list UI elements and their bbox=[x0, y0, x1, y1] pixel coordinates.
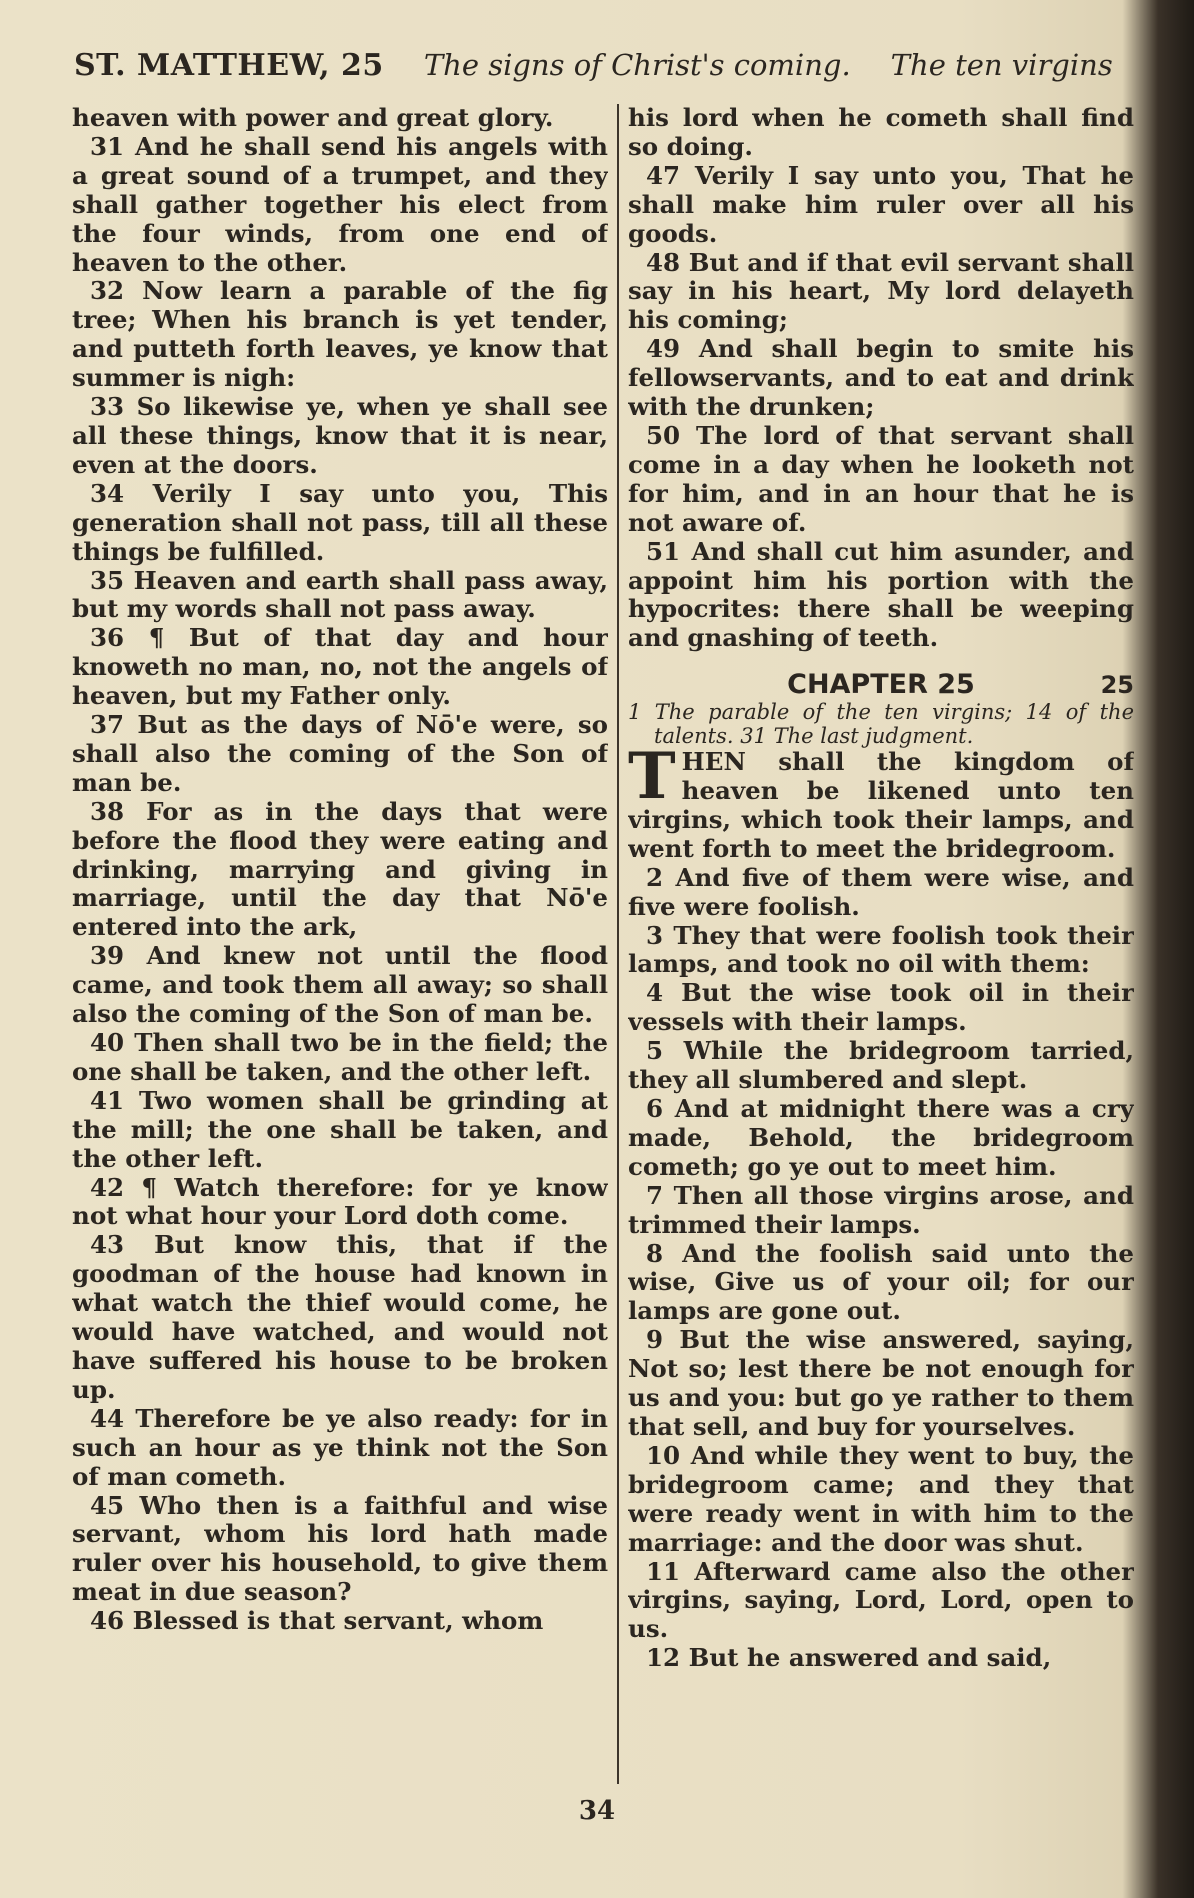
verse-47: 47 Verily I say unto you, That he shall make him ruler over all his goods. bbox=[628, 160, 1134, 248]
header-topic-virgins: The ten virgins bbox=[890, 48, 1113, 82]
verse-7: 7 Then all those virgins arose, and trimmed their lamps. bbox=[628, 1180, 1134, 1239]
verse-text: his lord when he cometh shall find so doing. bbox=[628, 104, 1134, 161]
right-column bbox=[628, 104, 1134, 1804]
verse-11: 11 Afterward came also the other virgins, saying, Lord, Lord, open to us. bbox=[628, 1556, 1134, 1644]
verse-5: 5 While the bridegroom tarried, they all slumbered and slept. bbox=[628, 1036, 1134, 1095]
verse-text: heaven with power and great glory. bbox=[72, 104, 554, 132]
verse-50: 50 The lord of that servant shall come in a day when he looketh not for him, and in an hour that he is not aware of. bbox=[628, 420, 1134, 537]
verse-12: 12 But he answered and said, bbox=[646, 1643, 1052, 1673]
verse-38: 38 For as in the days that were before the flood they were eating and drinking, marrying and giving in marriage, until the day that Nō'e entered into the ark, bbox=[72, 796, 608, 942]
verse-4: 4 But the wise took oil in their vessels with their lamps. bbox=[628, 978, 1134, 1037]
verse-42: 42 ¶ Watch therefore: for ye know not what hour your Lord doth come. bbox=[72, 1172, 608, 1231]
verse-49: 49 And shall begin to smite his fellowservants, and to eat and drink with the drunken; bbox=[628, 334, 1134, 422]
verse-43: 43 But know this, that if the goodman of the house had known in what watch the thief would come, he would have watched, and would not have suffered his house to be broken up. bbox=[72, 1230, 608, 1404]
verse-1-text: HEN shall the kingdom of heaven be likened unto ten virgins, which took their lamps, and went forth to meet the bridegroom. bbox=[628, 747, 1134, 863]
verse-41: 41 Two women shall be grinding at the mill; the one shall be taken, and the other left. bbox=[72, 1085, 608, 1173]
verse-45: 45 Who then is a faithful and wise servant, whom his lord hath made ruler over his household, to give them meat in due season? bbox=[72, 1490, 608, 1607]
header-book: ST. MATTHEW, 25 bbox=[74, 48, 384, 83]
verse-37: 37 But as the days of Nō'e were, so shall also the coming of the Son of man be. bbox=[72, 710, 608, 797]
verse-32: 32 Now learn a parable of the fig tree; When his branch is yet tender, and putteth forth leaves, ye know that summer is nigh: bbox=[72, 276, 608, 393]
page-number: 34 bbox=[578, 1796, 616, 1826]
verse-35: 35 Heaven and earth shall pass away, but my words shall not pass away. bbox=[72, 565, 608, 624]
running-header bbox=[74, 48, 1134, 98]
verse-48: 48 But and if that evil servant shall say in his heart, My lord delayeth his coming; bbox=[628, 247, 1134, 335]
verse-9: 9 But the wise answered, saying, Not so; lest there be not enough for us and you: but go ye rather to them that sell, and buy for yourselves. bbox=[628, 1325, 1134, 1441]
verse-46: 46 Blessed is that servant, whom bbox=[90, 1606, 544, 1636]
column-divider bbox=[617, 104, 619, 1784]
verse-44: 44 Therefore be ye also ready: for in such an hour as ye think not the Son of man cometh. bbox=[72, 1403, 608, 1491]
verse-2: 2 And five of them were wise, and five were foolish. bbox=[628, 862, 1134, 921]
verse-36: 36 ¶ But of that day and hour knoweth no man, no, not the angels of heaven, but my Father only. bbox=[72, 623, 608, 711]
chapter-heading bbox=[628, 671, 1134, 700]
header-topic-signs: The signs of Christ's coming. bbox=[423, 48, 851, 82]
verse-51: 51 And shall cut him asunder, and appoint him his portion with the hypocrites: there shall be weeping and gnashing of teeth. bbox=[628, 536, 1134, 653]
drop-cap: T bbox=[628, 739, 676, 815]
verse-1 bbox=[628, 739, 1134, 864]
verse-33: 33 So likewise ye, when ye shall see all these things, know that it is near, even at the doors. bbox=[72, 392, 608, 479]
verse-31: 31 And he shall send his angels with a great sound of a trumpet, and they shall gather together his elect from the four winds, from one end of heaven to the other. bbox=[72, 131, 608, 277]
chapter-summary: 1 The parable of the ten virgins; 14 of the talents. 31 The last judgment. bbox=[628, 700, 1134, 749]
verse-8: 8 And the foolish said unto the wise, Give us of your oil; for our lamps are gone out. bbox=[628, 1238, 1134, 1326]
verse-34: 34 Verily I say unto you, This generation shall not pass, till all these things be fulfilled. bbox=[72, 478, 608, 566]
chapter-number: 25 bbox=[1100, 671, 1134, 700]
verse-39: 39 And knew not until the flood came, and took them all away; so shall also the coming of the Son of man be. bbox=[72, 941, 608, 1029]
verse-40: 40 Then shall two be in the field; the one shall be taken, and the other left. bbox=[72, 1028, 608, 1086]
verse-10: 10 And while they went to buy, the bridegroom came; and they that were ready went in with him to the marriage: and the door was shut. bbox=[628, 1440, 1134, 1557]
left-column bbox=[72, 104, 608, 1804]
chapter-title: CHAPTER 25 bbox=[787, 669, 975, 701]
verse-6: 6 And at midnight there was a cry made, Behold, the bridegroom cometh; go ye out to meet him. bbox=[628, 1094, 1134, 1181]
verse-3: 3 They that were foolish took their lamps, and took no oil with them: bbox=[628, 920, 1134, 979]
